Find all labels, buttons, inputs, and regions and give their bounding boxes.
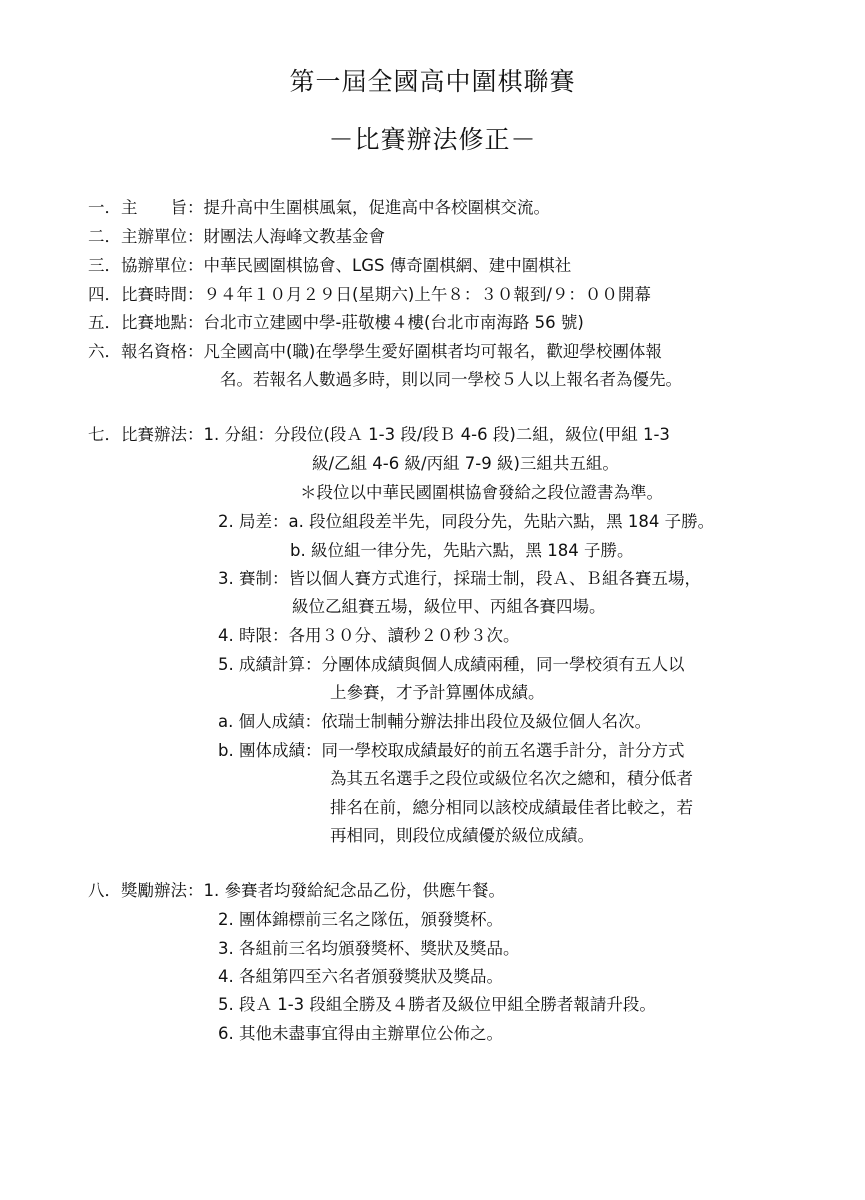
item-time: 四．比賽時間：９４年１０月２９日(星期六)上午８：３０報到/９：００開幕 <box>88 285 651 304</box>
item-eligibility-cont: 名。若報名人數過多時，則以同一學校５人以上報名者為優先。 <box>220 370 682 389</box>
awards-5: 5. 段Ａ 1-3 段組全勝及４勝者及級位甲組全勝者報請升段。 <box>218 995 656 1014</box>
item-purpose: 一．主 旨：提升高中生圍棋風氣，促進高中各校圍棋交流。 <box>88 198 550 217</box>
awards-2: 2. 團体錦標前三名之隊伍，頒發獎杯。 <box>218 910 503 929</box>
document-subtitle: －比賽辦法修正－ <box>328 125 537 154</box>
awards-4: 4. 各組第四至六名者頒發獎狀及獎品。 <box>218 967 503 986</box>
rules-team-cont-1: 為其五名選手之段位或級位名次之總和，積分低者 <box>330 769 693 788</box>
item-eligibility: 六．報名資格：凡全國高中(職)在學學生愛好圍棋者均可報名，歡迎學校團体報 <box>88 342 662 361</box>
document-title: 第一屆全國高中圍棋聯賽 <box>289 67 576 96</box>
rules-team-cont-3: 再相同，則段位成績優於級位成績。 <box>330 826 594 845</box>
item-awards: 八．獎勵辦法：1. 參賽者均發給紀念品乙份，供應午餐。 <box>88 881 505 900</box>
rules-handicap-b: b. 級位組一律分先，先貼六點，黑 184 子勝。 <box>290 541 634 560</box>
rules-scoring-cont: 上參賽，才予計算團体成績。 <box>330 683 545 702</box>
rules-team-cont-2: 排名在前，總分相同以該校成績最佳者比較之，若 <box>330 798 693 817</box>
rules-groups-cont: 級/乙組 4-6 級/丙組 7-9 級)三組共五組。 <box>312 454 619 473</box>
rules-format: 3. 賽制：皆以個人賽方式進行，採瑞士制，段Ａ、Ｂ組各賽五場， <box>218 569 701 588</box>
rules-groups-note: ＊段位以中華民國圍棋協會發給之段位證書為準。 <box>300 483 663 502</box>
rules-team: b. 團体成績：同一學校取成績最好的前五名選手計分，計分方式 <box>218 741 685 760</box>
rules-individual: a. 個人成績：依瑞士制輔分辦法排出段位及級位個人名次。 <box>218 712 652 731</box>
rules-time-limit: 4. 時限：各用３０分、讀秒２０秒３次。 <box>218 626 520 645</box>
awards-3: 3. 各組前三名均頒發獎杯、獎狀及獎品。 <box>218 939 520 958</box>
item-organizer: 二．主辦單位：財團法人海峰文教基金會 <box>88 227 385 246</box>
awards-6: 6. 其他未盡事宜得由主辦單位公佈之。 <box>218 1024 503 1043</box>
item-rules: 七．比賽辦法：1. 分組：分段位(段Ａ 1-3 段/段Ｂ 4-6 段)二組，級位(甲組 1-3 <box>88 425 670 444</box>
item-venue: 五．比賽地點：台北市立建國中學-莊敬樓４樓(台北市南海路 56 號) <box>88 313 584 332</box>
item-co-organizer: 三．協辦單位：中華民國圍棋協會、LGS 傳奇圍棋網、建中圍棋社 <box>88 256 572 275</box>
rules-handicap: 2. 局差：a. 段位組段差半先，同段分先，先貼六點，黑 184 子勝。 <box>218 512 715 531</box>
rules-format-cont: 級位乙組賽五場，級位甲、丙組各賽四場。 <box>292 597 606 616</box>
rules-scoring: 5. 成績計算：分團体成績與個人成績兩種，同一學校須有五人以 <box>218 655 685 674</box>
